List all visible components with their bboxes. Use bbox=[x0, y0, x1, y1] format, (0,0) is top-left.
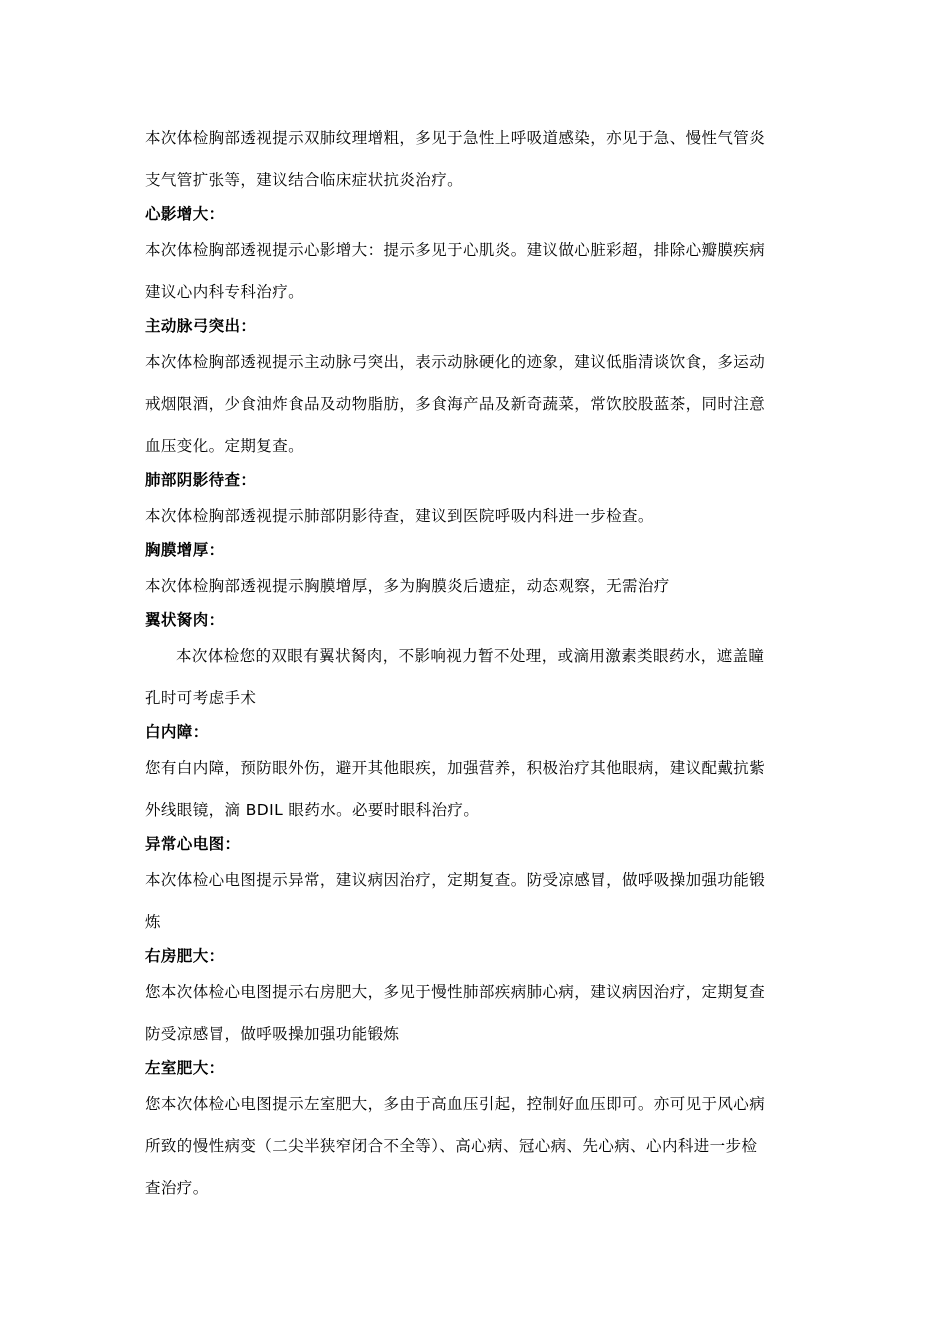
section-heading: 白内障： bbox=[145, 723, 209, 741]
section-lung-shadow bbox=[145, 470, 809, 526]
body-line: 所致的慢性病变（二尖半狭窄闭合不全等）、高心病、冠心病、先心病、心内科进一步检 bbox=[145, 1137, 758, 1155]
body-line: 炼 bbox=[145, 913, 161, 931]
section-enlarged-heart-shadow bbox=[145, 204, 809, 302]
section-heading: 右房肥大： bbox=[145, 947, 225, 965]
section-pterygium bbox=[145, 610, 809, 708]
body-line: 血压变化。定期复查。 bbox=[145, 437, 305, 455]
section-heading: 翼状胬肉： bbox=[145, 611, 225, 629]
body-line: 本次体检胸部透视提示心影增大：提示多见于心肌炎。建议做心脏彩超，排除心瓣膜疾病 bbox=[145, 241, 766, 259]
body-line: 外线眼镜，滴 BDIL 眼药水。必要时眼科治疗。 bbox=[145, 801, 480, 819]
section-left-ventricular-hypertrophy bbox=[145, 1058, 809, 1198]
body-line: 防受凉感冒，做呼吸操加强功能锻炼 bbox=[145, 1025, 400, 1043]
section-heading: 左室肥大： bbox=[145, 1059, 225, 1077]
section-heading: 异常心电图： bbox=[145, 835, 241, 853]
body-line: 您有白内障，预防眼外伤，避开其他眼疾，加强营养，积极治疗其他眼病，建议配戴抗紫 bbox=[145, 759, 766, 777]
body-line: 本次体检胸部透视提示胸膜增厚，多为胸膜炎后遗症，动态观察，无需治疗 bbox=[145, 577, 670, 595]
section-abnormal-ecg bbox=[145, 834, 809, 932]
document-page bbox=[145, 120, 809, 1198]
section-heading: 心影增大： bbox=[145, 205, 225, 223]
section-lung-markings bbox=[145, 128, 809, 190]
body-line: 戒烟限酒，少食油炸食品及动物脂肪，多食海产品及新奇蔬菜，常饮胶股蓝茶，同时注意 bbox=[145, 395, 766, 413]
section-right-atrial-enlargement bbox=[145, 946, 809, 1044]
section-pleural-thickening bbox=[145, 540, 809, 596]
body-line: 本次体检您的双眼有翼状胬肉，不影响视力暂不处理，或滴用激素类眼药水，遮盖瞳 bbox=[176, 647, 765, 665]
body-line: 支气管扩张等，建议结合临床症状抗炎治疗。 bbox=[145, 171, 464, 189]
body-line: 本次体检胸部透视提示双肺纹理增粗，多见于急性上呼吸道感染，亦见于急、慢性气管炎 bbox=[145, 129, 766, 147]
body-line: 本次体检胸部透视提示主动脉弓突出，表示动脉硬化的迹象，建议低脂清谈饮食，多运动 bbox=[145, 353, 766, 371]
body-line: 建议心内科专科治疗。 bbox=[145, 283, 305, 301]
section-heading: 主动脉弓突出： bbox=[145, 317, 257, 335]
section-cataract bbox=[145, 722, 809, 820]
section-aortic-arch bbox=[145, 316, 809, 456]
body-line: 您本次体检心电图提示左室肥大，多由于高血压引起，控制好血压即可。亦可见于风心病 bbox=[145, 1095, 766, 1113]
body-line: 孔时可考虑手术 bbox=[145, 689, 257, 707]
body-line: 查治疗。 bbox=[145, 1179, 209, 1197]
body-line: 本次体检胸部透视提示肺部阴影待查，建议到医院呼吸内科进一步检查。 bbox=[145, 507, 654, 525]
body-line: 本次体检心电图提示异常，建议病因治疗，定期复查。防受凉感冒，做呼吸操加强功能锻 bbox=[145, 871, 766, 889]
body-line: 您本次体检心电图提示右房肥大，多见于慢性肺部疾病肺心病，建议病因治疗，定期复查 bbox=[145, 983, 766, 1001]
section-heading: 胸膜增厚： bbox=[145, 541, 225, 559]
section-heading: 肺部阴影待查： bbox=[145, 471, 257, 489]
